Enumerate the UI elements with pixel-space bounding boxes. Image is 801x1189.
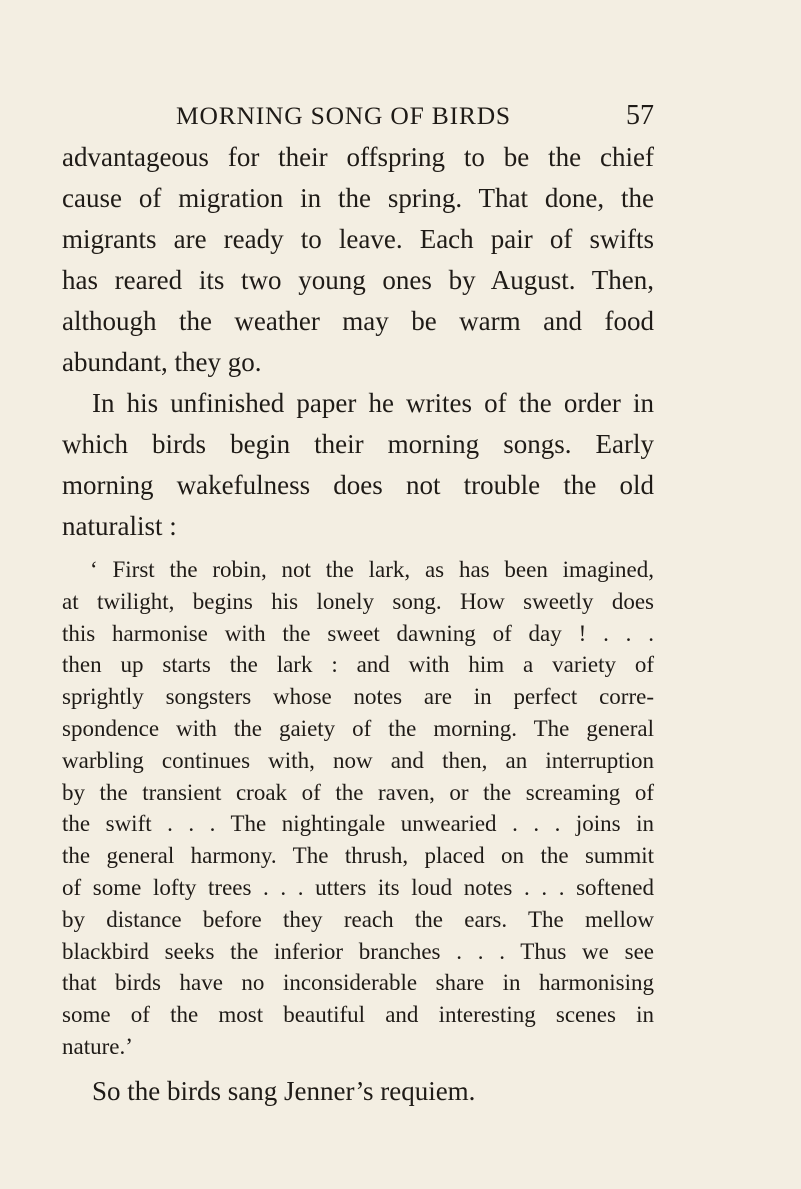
quote-line-5: sprightly songsters whose notes are in perfect corre- bbox=[62, 684, 654, 710]
quote-line-3: this harmonise with the sweet dawning of day ! . . . bbox=[62, 620, 654, 646]
paragraph-2-line-3: morning wakefulness does not trouble the old bbox=[62, 470, 654, 500]
paragraph-2-line-2: which birds begin their morning songs. Early bbox=[62, 429, 654, 459]
quote-line-16: nature.’ bbox=[62, 1033, 133, 1059]
running-title: MORNING SONG OF BIRDS bbox=[176, 101, 511, 130]
paragraph-1 bbox=[62, 137, 654, 383]
paragraph-1-line-1: advantageous for their offspring to be the chief bbox=[62, 142, 654, 172]
quote-line-9: the swift . . . The nightingale unwearied . . . joins in bbox=[62, 811, 654, 837]
closing-line: So the birds sang Jenner’s requiem. bbox=[92, 1075, 476, 1106]
quote-line-14: that birds have no inconsiderable share in harmonising bbox=[62, 970, 654, 996]
quote-line-8: by the transient croak of the raven, or the screaming of bbox=[62, 779, 654, 805]
paragraph-1-line-6: abundant, they go. bbox=[62, 347, 262, 377]
quote-line-2: at twilight, begins his lonely song. How sweetly does bbox=[62, 588, 654, 614]
body-text bbox=[62, 137, 654, 1112]
paragraph-1-line-3: migrants are ready to leave. Each pair of swifts bbox=[62, 224, 654, 254]
quote-line-6: spondence with the gaiety of the morning. The general bbox=[62, 715, 654, 741]
paragraph-1-line-2: cause of migration in the spring. That done, the bbox=[62, 183, 654, 213]
paragraph-2-line-4: naturalist : bbox=[62, 511, 177, 541]
paragraph-2 bbox=[62, 383, 654, 547]
page-number: 57 bbox=[626, 100, 654, 131]
quote-line-12: by distance before they reach the ears. The mellow bbox=[62, 906, 654, 932]
paragraph-1-line-4: has reared its two young ones by August. Then, bbox=[62, 265, 654, 295]
quote-line-4: then up starts the lark : and with him a variety of bbox=[62, 652, 654, 678]
quote-line-10: the general harmony. The thrush, placed on the summit bbox=[62, 843, 654, 869]
running-head bbox=[62, 96, 654, 136]
paragraph-1-line-5: although the weather may be warm and food bbox=[62, 306, 654, 336]
quote-line-11: of some lofty trees . . . utters its loud notes . . . softened bbox=[62, 874, 654, 900]
quoted-passage bbox=[62, 554, 654, 1063]
quote-line-13: blackbird seeks the inferior branches . . . Thus we see bbox=[62, 938, 654, 964]
quote-line-1: ‘ First the robin, not the lark, as has been imagined, bbox=[90, 557, 654, 582]
quote-line-15: some of the most beautiful and interesting scenes in bbox=[62, 1002, 654, 1028]
paragraph-2-line-1: In his unfinished paper he writes of the order in bbox=[92, 388, 654, 418]
closing-sentence bbox=[62, 1071, 654, 1112]
quote-line-7: warbling continues with, now and then, an interruption bbox=[62, 747, 654, 773]
